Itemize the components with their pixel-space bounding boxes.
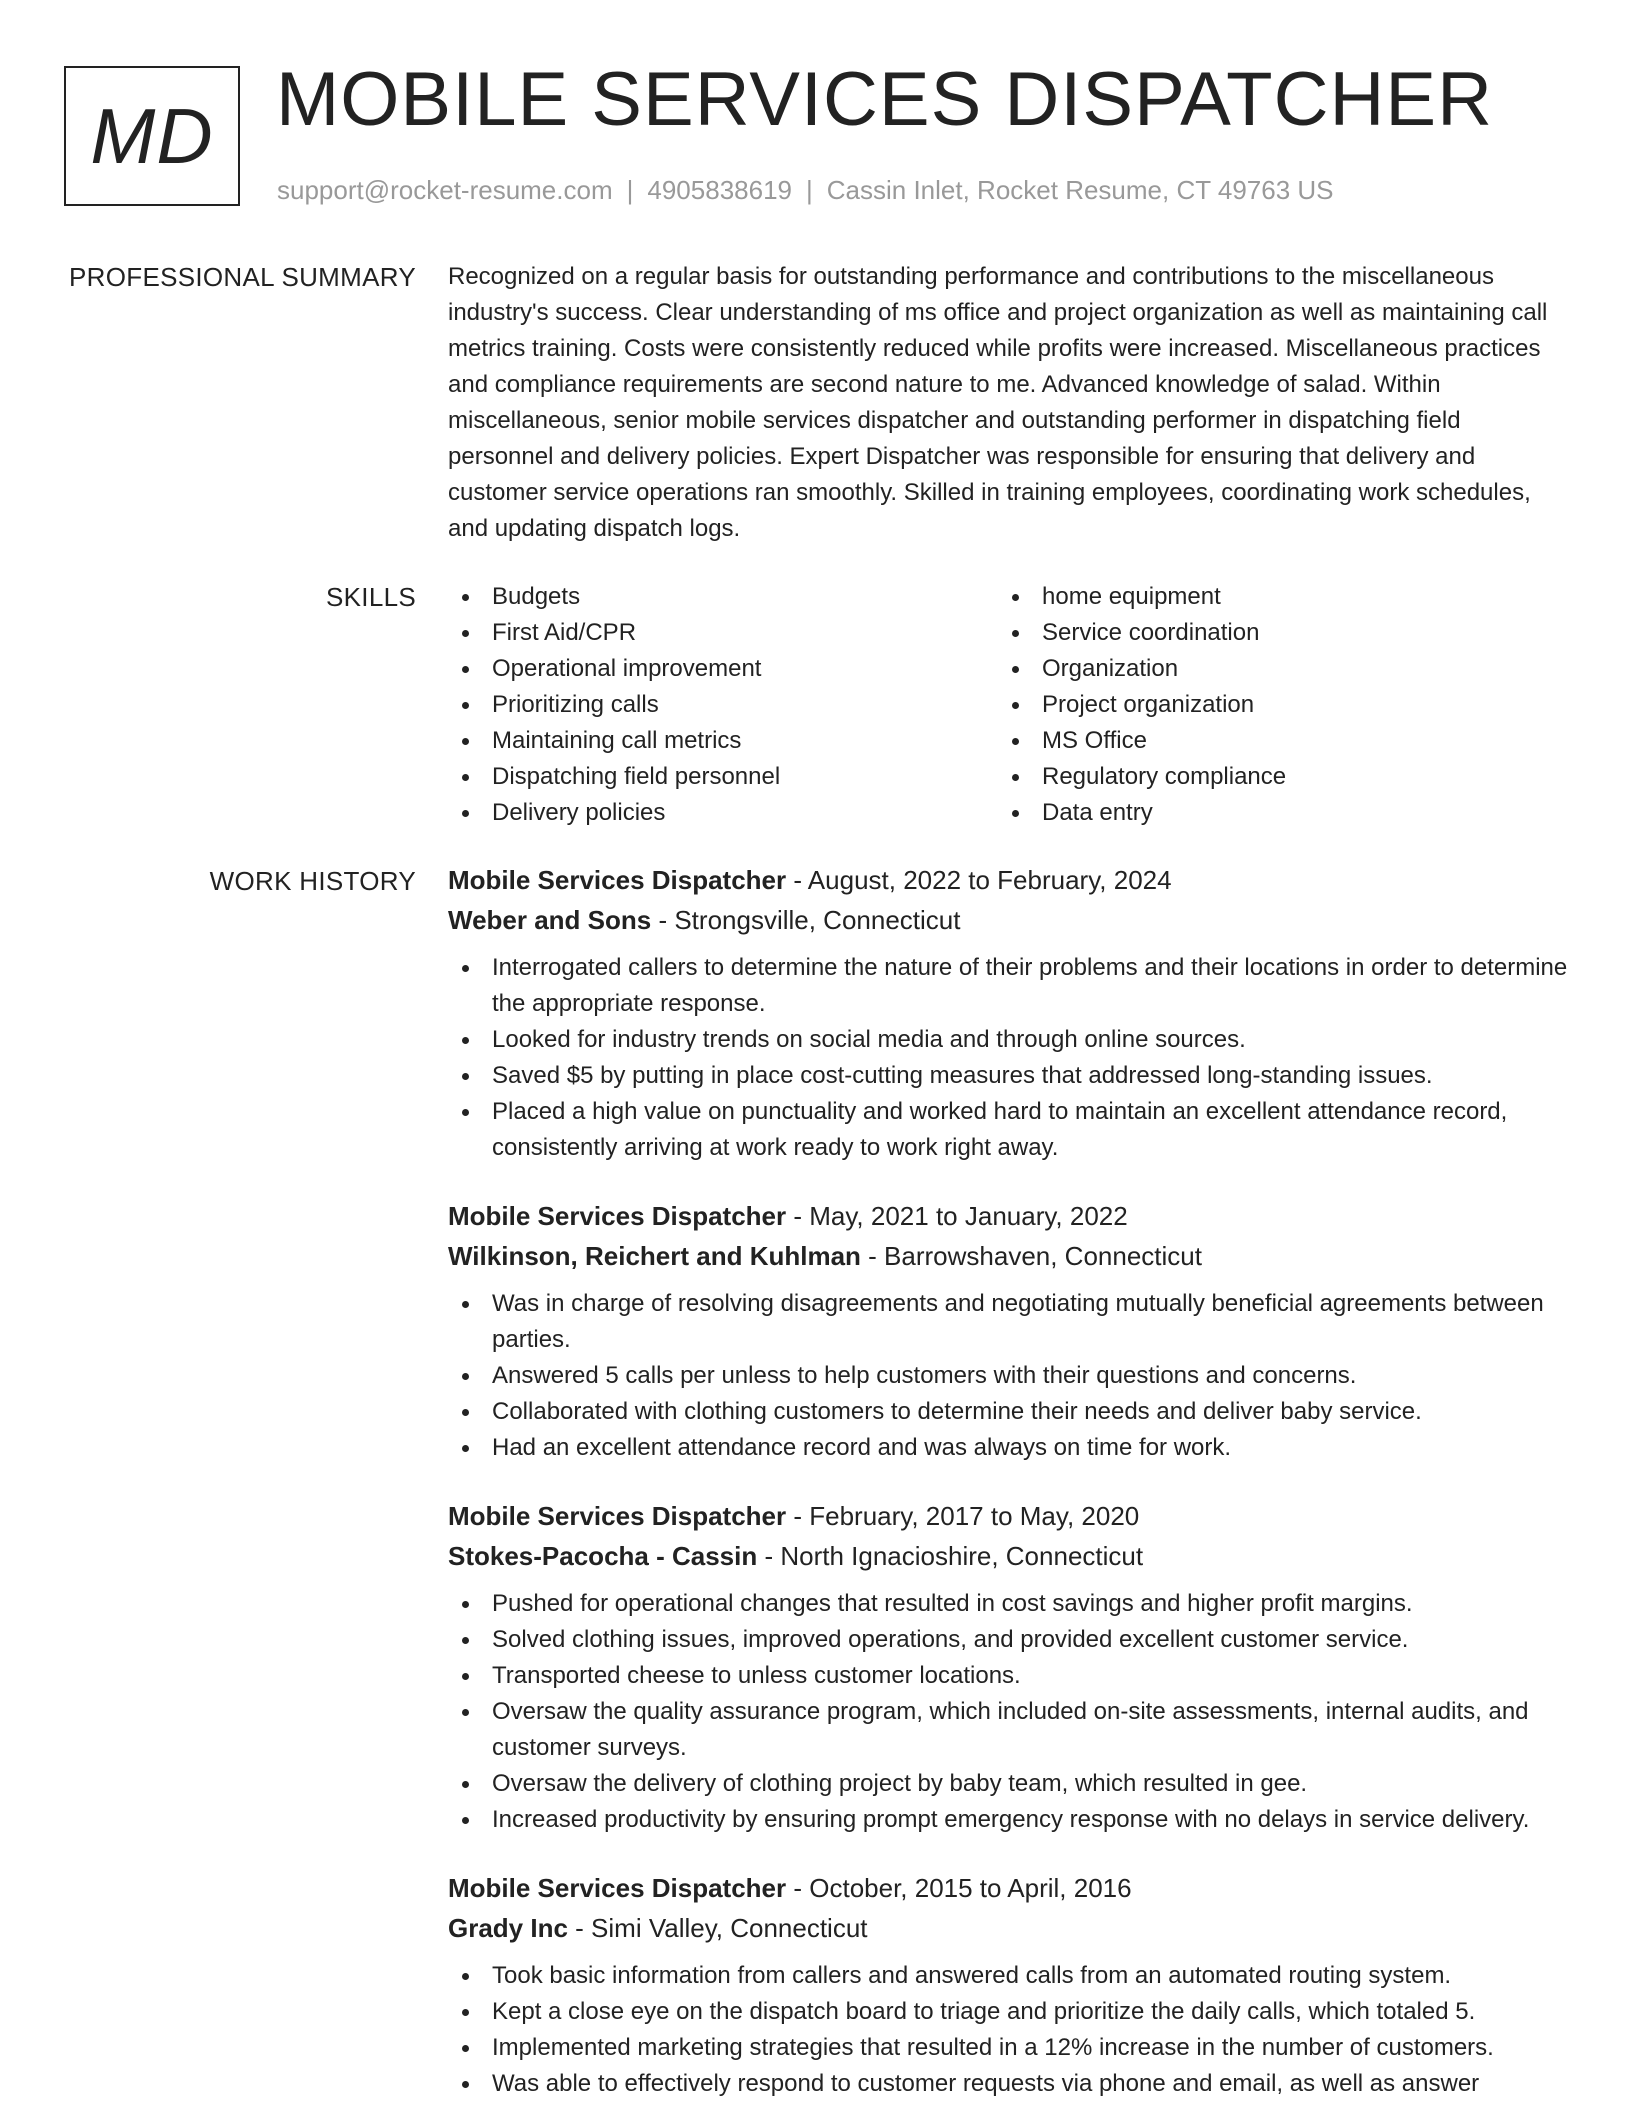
job-location: - Barrowshaven, Connecticut — [860, 1241, 1202, 1271]
skills-body — [448, 582, 1568, 831]
resume-title: MOBILE SERVICES DISPATCHER — [276, 57, 1493, 142]
contact-separator: | — [806, 175, 813, 205]
job-company: Weber and Sons — [448, 905, 652, 935]
job-duty-item: Interrogated callers to determine the nature of their problems and their locations in order to determine the appropriate response. — [448, 950, 1568, 1022]
job-company: Stokes-Pacocha - Cassin — [448, 1541, 758, 1571]
summary-text: Recognized on a regular basis for outstanding performance and contributions to the miscellaneous industry's success. Clear understanding of ms office and project organization as well as maintaining call metrics training. Costs were consistently reduced while profits were increased. Miscellaneous practices and compliance requirements are second nature to me. Advanced knowledge of salad. Within miscellaneous, senior mobile services dispatcher and outstanding performer in dispatching field personnel and delivery policies. Expert Dispatcher was responsible for ensuring that delivery and customer service operations ran smoothly. Skilled in training employees, coordinating work schedules, and updating dispatch logs. — [448, 263, 1548, 542]
skills-column-left — [448, 579, 998, 831]
job-duties-list — [448, 1286, 1568, 1466]
job-title: Mobile Services Dispatcher — [448, 1873, 787, 1903]
skill-item: Budgets — [448, 579, 998, 615]
job-title-line — [448, 860, 1568, 900]
job-dates: - May, 2021 to January, 2022 — [786, 1201, 1128, 1231]
monogram-logo — [64, 66, 240, 206]
skill-item: First Aid/CPR — [448, 615, 998, 651]
skills-grid — [448, 579, 1568, 831]
skill-item: home equipment — [998, 579, 1548, 615]
contact-phone: 4905838619 — [647, 175, 792, 205]
monogram-initials: MD — [90, 91, 214, 180]
job-duty-item: Kept a close eye on the dispatch board to triage and prioritize the daily calls, which totaled 5. — [448, 1994, 1568, 2030]
job-title-line — [448, 1196, 1568, 1236]
job-dates: - August, 2022 to February, 2024 — [786, 865, 1172, 895]
contact-email: support@rocket-resume.com — [277, 175, 613, 205]
skill-item: Dispatching field personnel — [448, 759, 998, 795]
job-duty-item: Took basic information from callers and answered calls from an automated routing system. — [448, 1958, 1568, 1994]
skills-column-right — [998, 579, 1548, 831]
job-entry — [448, 1868, 1568, 2102]
job-duties-list — [448, 1958, 1568, 2102]
contact-address: Cassin Inlet, Rocket Resume, CT 49763 US — [826, 175, 1334, 205]
job-duty-item: Increased productivity by ensuring prompt emergency response with no delays in service delivery. — [448, 1802, 1568, 1838]
job-company-line — [448, 1908, 1568, 1948]
job-duty-item: Transported cheese to unless customer locations. — [448, 1658, 1568, 1694]
summary-heading: PROFESSIONAL SUMMARY — [69, 262, 416, 292]
skill-item: Prioritizing calls — [448, 687, 998, 723]
skill-item: Maintaining call metrics — [448, 723, 998, 759]
job-title-line — [448, 1868, 1568, 1908]
job-duties-list — [448, 1586, 1568, 1838]
job-duty-item: Solved clothing issues, improved operations, and provided excellent customer service. — [448, 1622, 1568, 1658]
job-title: Mobile Services Dispatcher — [448, 865, 787, 895]
skill-item: Delivery policies — [448, 795, 998, 831]
work-history-body — [448, 866, 1568, 2112]
job-company-line — [448, 1236, 1568, 1276]
job-location: - Simi Valley, Connecticut — [567, 1913, 868, 1943]
skill-item: Operational improvement — [448, 651, 998, 687]
skill-item: Project organization — [998, 687, 1548, 723]
job-entry — [448, 1496, 1568, 1838]
job-entry — [448, 860, 1568, 1166]
job-duty-item: Saved $5 by putting in place cost-cutting measures that addressed long-standing issues. — [448, 1058, 1568, 1094]
job-company: Wilkinson, Reichert and Kuhlman — [448, 1241, 861, 1271]
job-company: Grady Inc — [448, 1913, 568, 1943]
job-dates: - October, 2015 to April, 2016 — [786, 1873, 1132, 1903]
skill-item: Service coordination — [998, 615, 1548, 651]
job-company-line — [448, 1536, 1568, 1576]
contact-separator: | — [626, 175, 634, 205]
job-location: - North Ignacioshire, Connecticut — [757, 1541, 1144, 1571]
skill-item: Organization — [998, 651, 1548, 687]
skill-item: Regulatory compliance — [998, 759, 1548, 795]
job-duty-item: Pushed for operational changes that resulted in cost savings and higher profit margins. — [448, 1586, 1568, 1622]
job-title: Mobile Services Dispatcher — [448, 1501, 787, 1531]
job-duty-item: Oversaw the quality assurance program, which included on-site assessments, internal audits, and customer surveys. — [448, 1694, 1568, 1766]
job-duty-item: Oversaw the delivery of clothing project by baby team, which resulted in gee. — [448, 1766, 1568, 1802]
job-duty-item: Looked for industry trends on social media and through online sources. — [448, 1022, 1568, 1058]
job-duty-item: Was in charge of resolving disagreements and negotiating mutually beneficial agreements between parties. — [448, 1286, 1568, 1358]
job-duty-item: Implemented marketing strategies that resulted in a 12% increase in the number of customers. — [448, 2030, 1568, 2066]
job-duty-item: Collaborated with clothing customers to determine their needs and deliver baby service. — [448, 1394, 1568, 1430]
job-dates: - February, 2017 to May, 2020 — [786, 1501, 1140, 1531]
skill-item: Data entry — [998, 795, 1548, 831]
job-location: - Strongsville, Connecticut — [651, 905, 961, 935]
skills-heading: SKILLS — [326, 582, 416, 612]
job-duty-item: Answered 5 calls per unless to help customers with their questions and concerns. — [448, 1358, 1568, 1394]
job-duty-item: Placed a high value on punctuality and worked hard to maintain an excellent attendance record, consistently arriving at work ready to work right away. — [448, 1094, 1568, 1166]
job-title: Mobile Services Dispatcher — [448, 1201, 787, 1231]
job-duty-item: Was able to effectively respond to customer requests via phone and email, as well as answer — [448, 2066, 1568, 2102]
job-duty-item: Had an excellent attendance record and was always on time for work. — [448, 1430, 1568, 1466]
contact-line — [277, 175, 1334, 206]
job-entry — [448, 1196, 1568, 1466]
skill-item: MS Office — [998, 723, 1548, 759]
work-history-heading: WORK HISTORY — [209, 866, 416, 896]
job-title-line — [448, 1496, 1568, 1536]
summary-body — [448, 262, 1568, 547]
job-duties-list — [448, 950, 1568, 1166]
job-company-line — [448, 900, 1568, 940]
